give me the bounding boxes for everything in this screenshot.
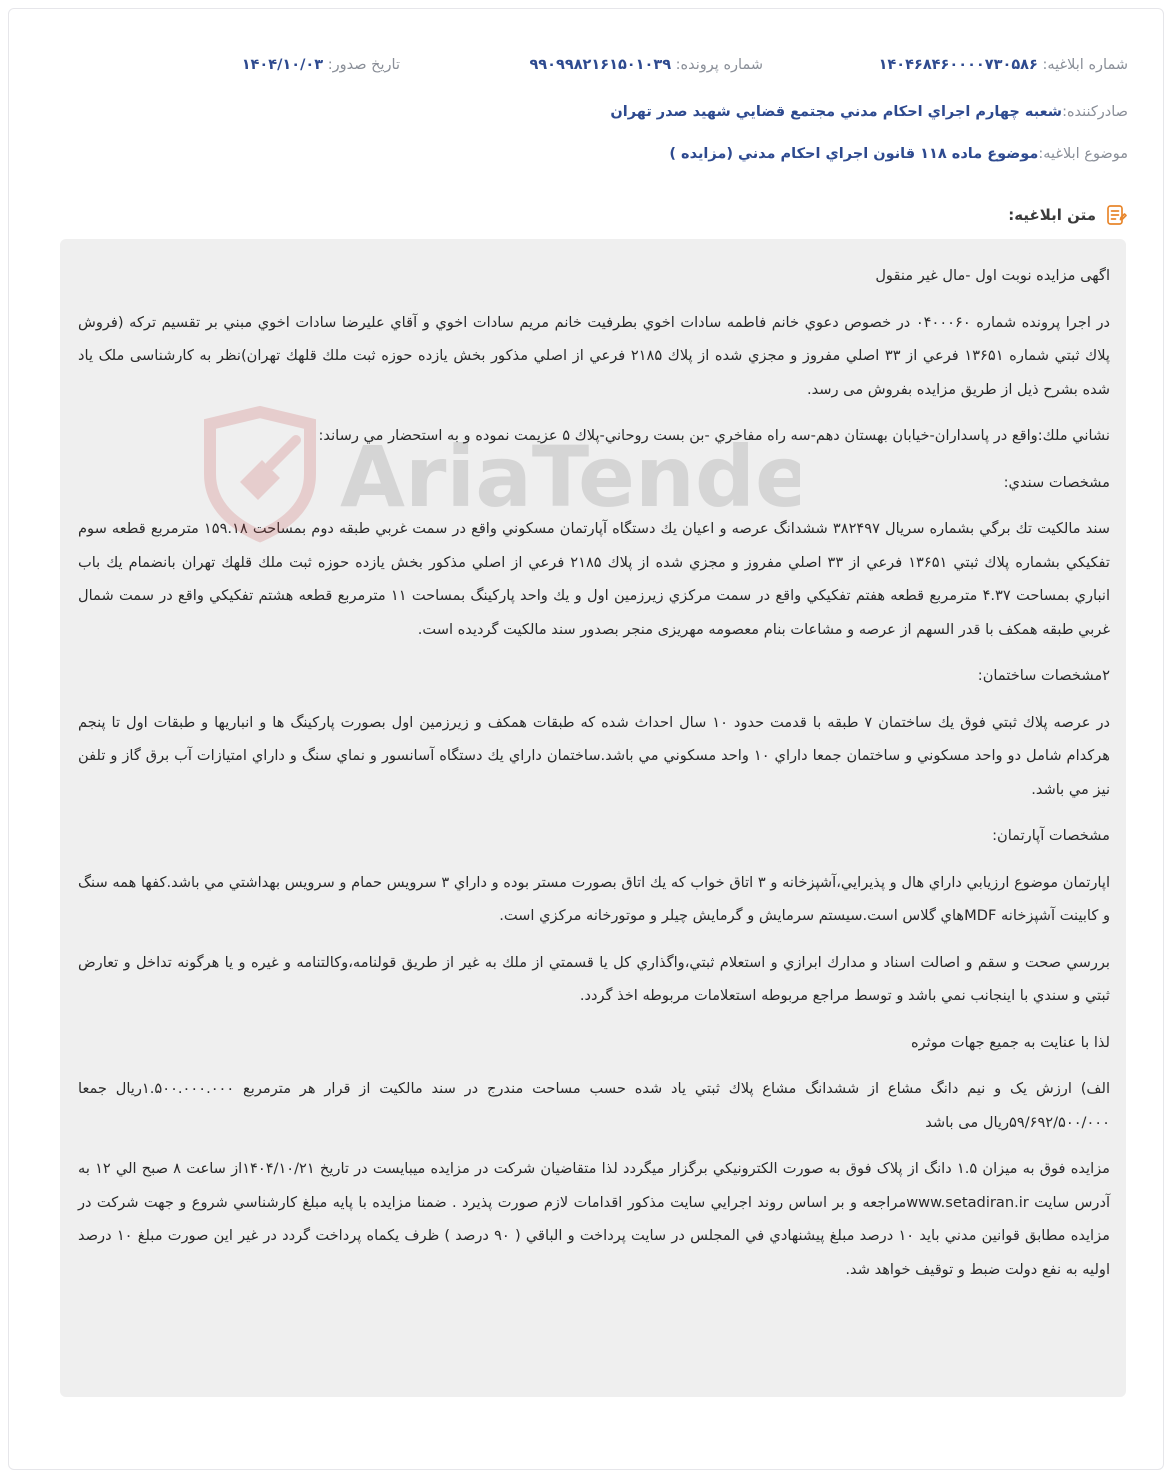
case-number-label: شماره پرونده: bbox=[675, 57, 763, 73]
case-number-value: ۹۹۰۹۹۸۲۱۶۱۵۰۱۰۳۹ bbox=[529, 57, 672, 73]
body-paragraph: ۲مشخصات ساختمان: bbox=[977, 667, 1110, 684]
notice-body bbox=[60, 239, 1126, 1397]
body-paragraph: مشخصات سندي: bbox=[1003, 473, 1110, 491]
header-meta-row bbox=[60, 57, 1128, 81]
subject-value: موضوع ماده ۱۱۸ قانون اجراي احكام مدني (مزايده ) bbox=[669, 146, 1039, 162]
issue-date bbox=[242, 57, 400, 73]
body-paragraph: الف) ارزش یک و نیم دانگ مشاع از ششدانگ مشاع پلاك ثبتي ياد شده حسب مساحت مندرج در سند مالكيت از قرار هر مترمربع ۱.۵۰۰.۰۰۰.۰۰۰ريال جمعا ۵۹/۶۹۲/۵۰۰/۰۰۰ريال می باشد bbox=[78, 1080, 1110, 1131]
body-paragraph: در اجرا پرونده شماره ۰۴۰۰۰۶۰ در خصوص دعوي خانم فاطمه سادات اخوي بطرفيت خانم مريم سادات اخوي و آقاي عليرضا سادات اخوي مبني بر تقسيم تركه (فروش پلاك ثبتي شماره ۱۳۶۵۱ فرعي از ۳۳ اصلي مفروز و مجزي شده از پلاك ۲۱۸۵ فرعي از اصلي مذكور بخش يازده حوزه ثبت ملك قلهك تهران)نظر به كارشناسی ملک یاد شده بشرح ذیل از طریق مزایده بفروش می رسد. bbox=[78, 313, 1110, 398]
notice-number bbox=[879, 57, 1128, 73]
issue-date-label: تاريخ صدور: bbox=[327, 57, 400, 73]
body-paragraph: بررسي صحت و سقم و اصالت اسناد و مدارك ابرازي و استعلام ثبتي،واگذاري كل يا قسمتي از ملك به غير از طريق قولنامه،وكالتنامه و غيره و يا هرگونه تداخل و تعارض ثبتي و سندي با اينجانب نمي باشد و توسط مراجع مربوطه استعلامات مربوطه اخذ گردد. bbox=[78, 953, 1110, 1004]
notice-number-label: شماره ابلاغيه: bbox=[1042, 57, 1128, 73]
body-paragraph: اگهی مزایده نوبت اول -مال غیر منقول bbox=[875, 267, 1110, 284]
issuer-label: صادرکننده: bbox=[1062, 104, 1128, 120]
subject-row bbox=[60, 142, 1128, 166]
body-paragraph: در عرصه پلاك ثبتي فوق يك ساختمان ۷ طبقه با قدمت حدود ۱۰ سال احداث شده كه طبقات همكف و زيرزمين اول بصورت پاركينگ ها و انباريها و طبقات اول تا پنجم هركدام شامل دو واحد مسكوني و ساختمان جمعا داراي ۱۰ واحد مسكوني مي باشد.ساختمان داراي يك دستگاه آسانسور و نماي سنگ و داراي امتيازات آب برق گاز و تلفن نيز مي باشد. bbox=[78, 713, 1110, 798]
body-paragraph: لذا با عنايت به جميع جهات موثره bbox=[910, 1033, 1110, 1051]
case-number bbox=[529, 57, 763, 73]
issuer-row bbox=[60, 100, 1128, 124]
notice-text-heading bbox=[1008, 202, 1128, 228]
body-paragraph: نشاني ملك:واقع در پاسداران-خيابان بهستان دهم-سه راه مفاخري -بن بست روحاني-پلاك ۵ عزيمت نموده و به استحضار مي رساند: bbox=[318, 427, 1110, 444]
issue-date-value: ۱۴۰۴/۱۰/۰۳ bbox=[241, 57, 324, 73]
body-paragraph: مشخصات آپارتمان: bbox=[992, 827, 1110, 844]
body-paragraph: سند مالكيت تك برگي بشماره سريال ۳۸۲۴۹۷ ششدانگ عرصه و اعيان يك دستگاه آپارتمان مسكوني واقع در سمت غربي طبقه دوم بمساحت ۱۵۹.۱۸ مترمربع قطعه سوم تفكيكي بشماره پلاك ثبتي ۱۳۶۵۱ فرعي از ۳۳ اصلي مفروز و مجزي شده از پلاك ۲۱۸۵ فرعي از اصلي مذكور بخش يازده حوزه ثبت ملك قلهك تهران بانضمام يك باب انباري بمساحت ۴.۳۷ مترمربع قطعه هفتم تفكيكي واقع در سمت مركزي زيرزمين اول و يك واحد پاركينگ بمساحت ۱۱ مترمربع قطعه هشتم تفكيكي واقع در سمت شمال غربي طبقه همكف با قدر السهم از عرصه و مشاعات بنام معصومه مهریزی منجر بصدور سند مالكيت گرديده است. bbox=[78, 520, 1110, 638]
body-paragraph: مزایده فوق به میزان ۱.۵ دانگ از پلاک فوق به صورت الكترونيكي برگزار ميگردد لذا متقاضيان شركت در مزايده ميبايست در تاريخ ۱۴۰۴/۱۰/۲۱از ساعت ۸ صبح الي ۱۲ به آدرس سايت www.setadiran.irمراجعه و بر اساس روند اجرايي سايت مذكور اقدامات لازم صورت پذيرد . ضمنا مزایده با پایه مبلغ كارشناسي شروع و جهت شركت در مزايده مطابق قوانين مدني بايد ۱۰ درصد مبلغ پيشنهادي في المجلس در سايت پرداخت و الباقي ( ۹۰ درصد ) ظرف يكماه پرداخت گردد در غير اين صورت مبلغ ۱۰ درصد اوليه به نفع دولت ضبط و توقيف خواهد شد. bbox=[78, 1160, 1111, 1278]
subject-label: موضوع ابلاغيه: bbox=[1038, 146, 1128, 162]
body-paragraph: اپارتمان موضوع ارزيابي داراي هال و پذيرايي،آشپزخانه و ۳ اتاق خواب كه يك اتاق بصورت مستر بوده و داراي ۳ سرويس حمام و سرويس بهداشتي مي باشد.كفها همه سنگ و كابينت آشپزخانه MDFهاي گلاس است.سيستم سرمايش و گرمايش چيلر و موتورخانه مركزي است. bbox=[78, 873, 1110, 924]
notice-text-title: متن ابلاغيه: bbox=[1008, 206, 1096, 224]
issuer-value: شعبه چهارم اجراي احكام مدني مجتمع قضايي شهيد صدر تهران bbox=[610, 104, 1063, 120]
document-icon bbox=[1104, 203, 1128, 227]
notice-number-value: ۱۴۰۴۶۸۴۶۰۰۰۰۷۳۰۵۸۶ bbox=[878, 57, 1038, 73]
